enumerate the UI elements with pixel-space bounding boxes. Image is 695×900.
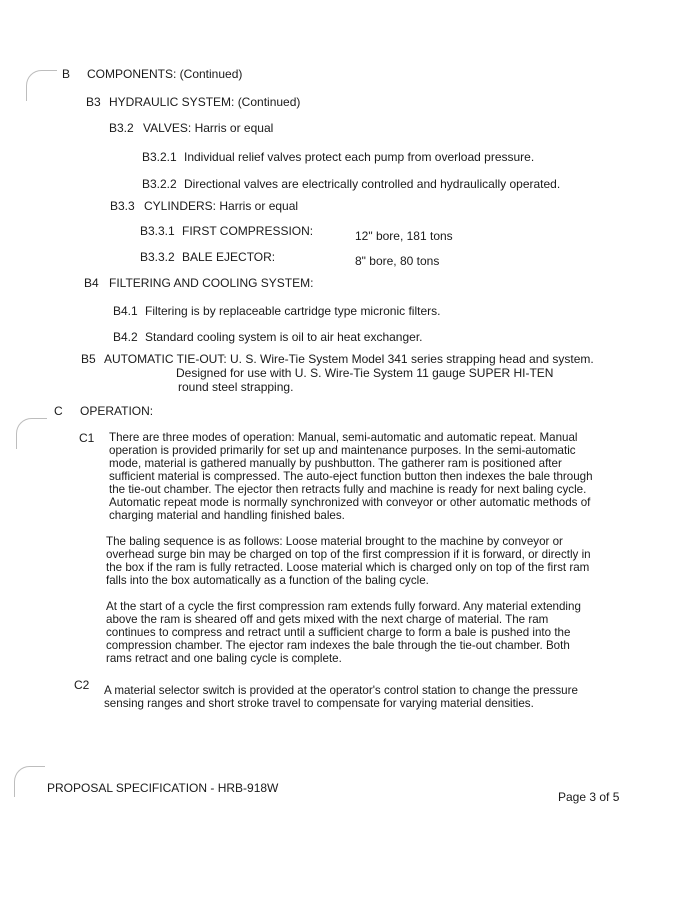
section-title: OPERATION: — [80, 404, 154, 418]
punch-hole-mark — [16, 418, 47, 449]
section-title: COMPONENTS: (Continued) — [87, 67, 243, 81]
item-text: Individual relief valves protect each pump from overload pressure. — [184, 150, 535, 164]
spec-value: 12" bore, 181 tons — [355, 229, 453, 243]
item-text: Filtering is by replaceable cartridge type micronic filters. — [145, 304, 441, 318]
item-number: C1 — [79, 431, 95, 445]
item-number: B3.3.2 — [140, 250, 175, 264]
paragraph-line: above the ram is sheared off and gets mixed with the next charge of material. The ram — [106, 613, 549, 626]
item-title: FILTERING AND COOLING SYSTEM: — [109, 276, 314, 290]
paragraph-line: compression chamber. The ejector ram indexes the bale through the tie-out chamber. Both — [106, 639, 570, 652]
paragraph-line: mode, material is gathered manually by pushbutton. The gatherer ram is positioned after — [109, 457, 562, 470]
section-letter: C — [54, 404, 63, 418]
paragraph-line: falls into the box automatically as a function of the baling cycle. — [106, 574, 429, 587]
paragraph-line: Designed for use with U. S. Wire-Tie System 11 gauge SUPER HI-TEN — [176, 366, 554, 380]
paragraph-line: overhead surge bin may be charged on top of the first compression if it is forward, or directly in — [106, 548, 591, 561]
section-letter: B — [62, 67, 71, 81]
item-number: B3.3.1 — [140, 224, 175, 238]
spec-label: FIRST COMPRESSION: — [182, 224, 314, 238]
page-number: Page 3 of 5 — [558, 790, 620, 804]
paragraph-line: A material selector switch is provided at the operator's control station to change the pressure — [104, 684, 578, 697]
item-number: B4 — [84, 276, 99, 290]
item-number: B3.2 — [109, 121, 134, 135]
item-title: VALVES: Harris or equal — [143, 121, 274, 135]
paragraph-line: sensing ranges and short stroke travel to compensate for varying material densities. — [104, 697, 534, 710]
paragraph-line: There are three modes of operation: Manual, semi-automatic and automatic repeat. Manual — [109, 431, 578, 444]
paragraph-line: At the start of a cycle the first compression ram extends fully forward. Any material extending — [106, 600, 581, 613]
item-text: Standard cooling system is oil to air heat exchanger. — [145, 330, 423, 344]
item-text: Directional valves are electrically controlled and hydraulically operated. — [184, 177, 561, 191]
item-number: B3.3 — [110, 199, 135, 213]
item-number: B3.2.2 — [142, 177, 177, 191]
paragraph-line: the tie-out chamber. The ejector then retracts fully and machine is ready for next baling cycle. — [109, 483, 587, 496]
item-title: CYLINDERS: Harris or equal — [144, 199, 299, 213]
paragraph-line: charging material and handling finished bales. — [109, 509, 345, 522]
paragraph-line: operation is provided primarily for set up and maintenance purposes. In the semi-automatic — [109, 444, 576, 457]
item-number: B5 — [81, 352, 96, 366]
punch-hole-mark — [26, 70, 57, 101]
item-number: B3 — [86, 95, 101, 109]
paragraph-line: the box if the ram is fully retracted. Loose material which is charged only on top of the first ram — [106, 561, 590, 574]
paragraph-line: AUTOMATIC TIE-OUT: U. S. Wire-Tie System Model 341 series strapping head and system. — [104, 352, 594, 366]
spec-label: BALE EJECTOR: — [182, 250, 276, 264]
footer-title: PROPOSAL SPECIFICATION - HRB-918W — [47, 781, 279, 795]
item-number: C2 — [74, 678, 90, 692]
paragraph-line: The baling sequence is as follows: Loose material brought to the machine by conveyor or — [106, 535, 563, 548]
paragraph-line: continues to compress and retract until a sufficient charge to form a bale is pushed into the — [106, 626, 571, 639]
paragraph-line: Automatic repeat mode is normally synchronized with conveyor or other automatic methods of — [109, 496, 591, 509]
spec-value: 8" bore, 80 tons — [355, 254, 440, 268]
punch-hole-mark — [14, 766, 45, 797]
paragraph-line: sufficient material is compressed. The auto-eject function button then indexes the bale through — [109, 470, 593, 483]
paragraph-line: round steel strapping. — [178, 380, 294, 394]
paragraph-line: rams retract and one baling cycle is complete. — [106, 652, 342, 665]
item-number: B4.1 — [113, 304, 138, 318]
item-title: HYDRAULIC SYSTEM: (Continued) — [109, 95, 301, 109]
item-number: B4.2 — [113, 330, 138, 344]
item-number: B3.2.1 — [142, 150, 177, 164]
